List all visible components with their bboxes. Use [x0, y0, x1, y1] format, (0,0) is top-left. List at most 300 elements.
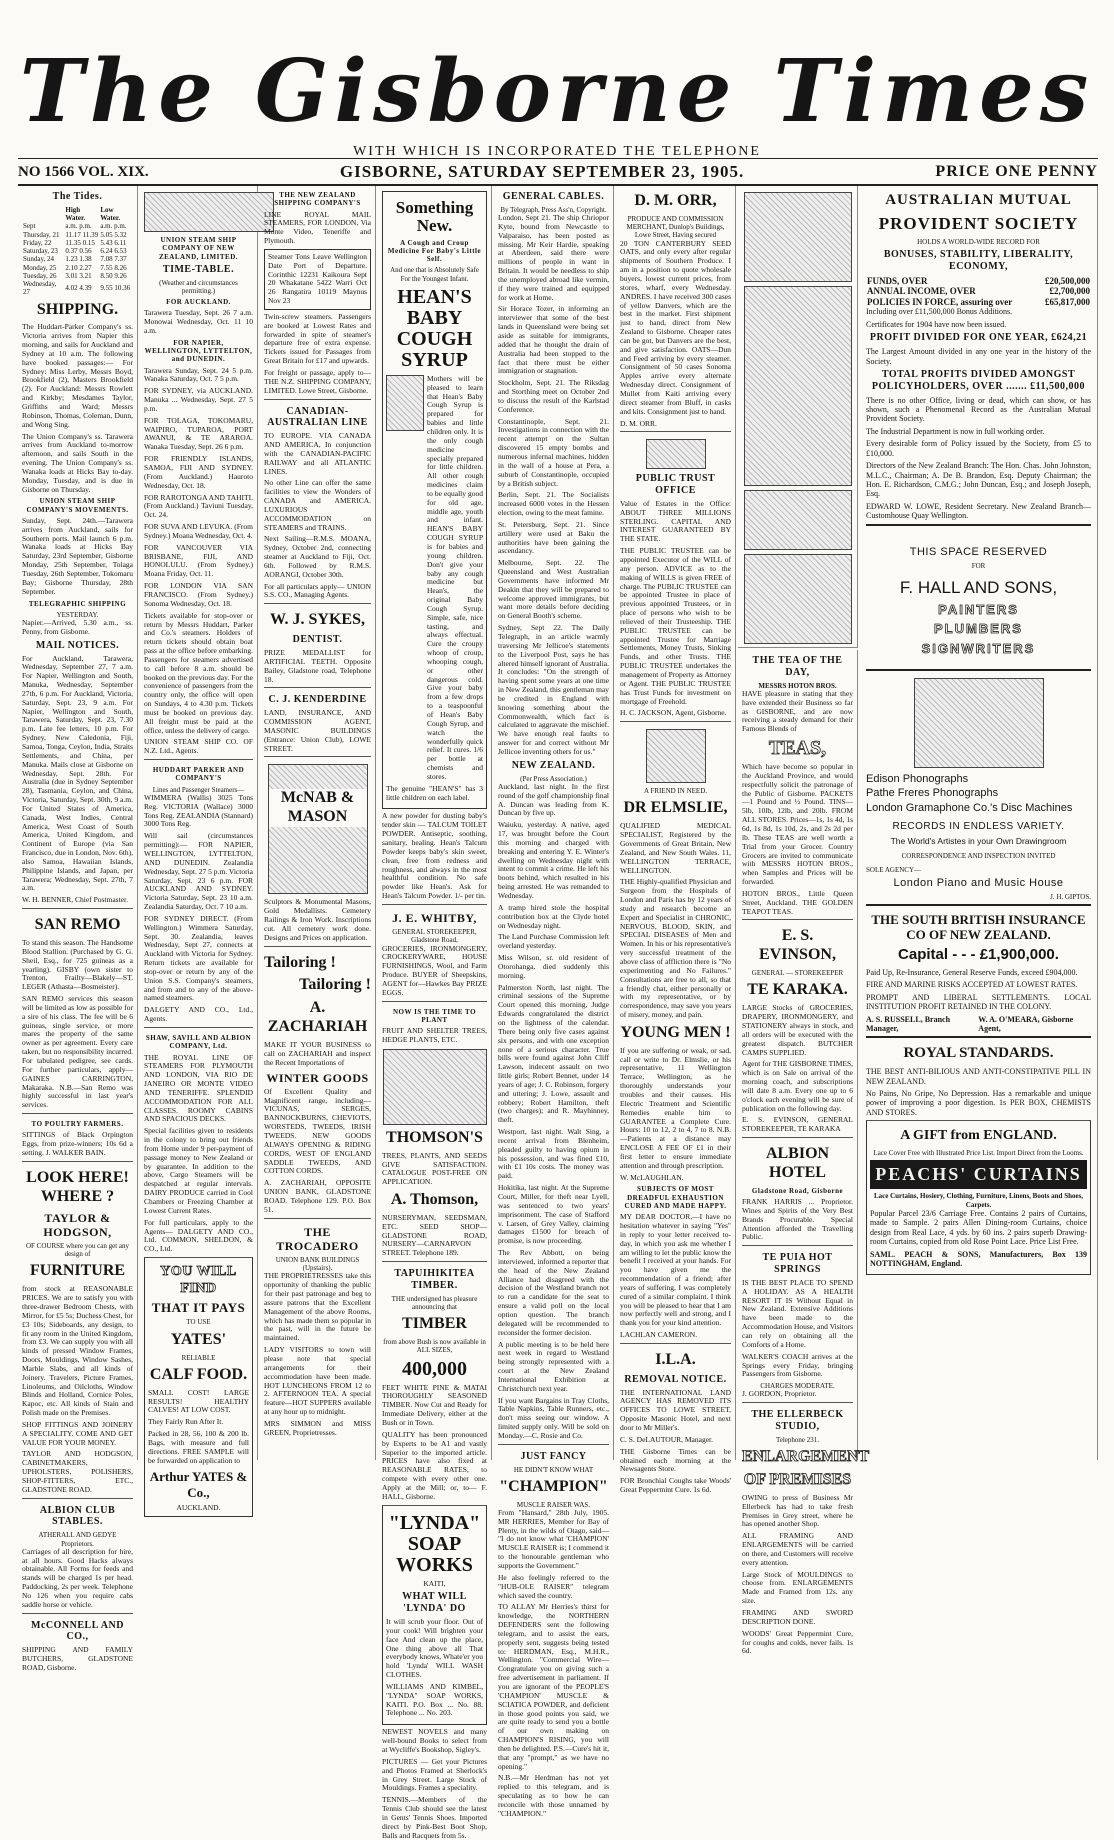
amp-heading-1: AUSTRALIAN MUTUAL — [885, 192, 1072, 208]
tides-cell: Friday, 22 — [23, 238, 52, 247]
poultry-text: SITTINGS of Black Orpington Eggs, from prize-winners; 10s 6d a setting. J. WALKER BAIN. — [22, 1130, 133, 1157]
talcum-text: A new powder for dusting baby's tender skin — TALCUM TOILET POWDER. Antiseptic, soothing, sanitary, healing. Hean's Talcum Powder keeps baby's skin sweet, clean, free from redness and roughness, and always in the most healthful condition. No safe powder like Hean's. Ask for Hean's Talcum Powder. 1/- per tin. — [382, 811, 487, 901]
albion-hotel-heading: ALBION HOTEL — [765, 1145, 830, 1181]
for-suva-text: FOR SUVA AND LEVUKA. (From Sydney.) Moana Wednesday, Oct. 4. — [144, 522, 253, 540]
ila-heading: I.L.A. — [655, 1350, 696, 1368]
telegraphic-shipping-heading: TELEGRAPHIC SHIPPING — [28, 599, 127, 608]
for-napier-heading: FOR NAPIER, WELLINGTON, LYTTELTON, and DUNEDIN. — [144, 338, 253, 364]
amp-text-5: The Industrial Department is now in full working order. — [866, 426, 1045, 436]
for-london-text: FOR LONDON VIA SAN FRANCISCO. (From Sydney.) Sonoma Wednesday, Oct. 18. — [144, 581, 253, 608]
thomsons-heading: THOMSON'S — [386, 1128, 483, 1146]
tailoring-heading-1: Tailoring ! — [264, 953, 336, 971]
south-british-sign-1: A. S. RUSSELL, Branch Manager, — [866, 1014, 951, 1033]
tides-cell: Sunday, 24 — [23, 255, 55, 264]
tides-cell: 2.10 2.27 — [65, 263, 92, 272]
san-remo-text: To stand this season. The Handsome Blood Stallion. (Purchased by G. G. Sheil, Esq., for 725 guineas as a yearling). GISBY (own sister to Trenton, Frailty—Blakely—ST. LEGER (Athasta—Bosmeister). — [22, 938, 133, 992]
elmslie-ad — [620, 721, 731, 1340]
heans-text: Mothers will be pleased to learn that Hean's Baby Cough Syrup is prepared for babies and little children only. It is the only cough medicine specially prepared for little children. All other cough medicines claim to be equally good for old age, middle age, youth and infant. HEAN'S BABY COUGH SYRUP is for babies and young children. Don't give your baby any cough medicine but Hean's, the original Baby Cough Syrup. Simple, safe, nice tasting, and always effectual. Cure the croupy whoop of croup, whooping cough, or other dangerous cold. Give your baby from a few drops to a teaspoonful of Hean's Baby Cough Syrup, and watch the wonderfully quick relief. It cures. 1/6 per bottle at chemists and stores. — [427, 373, 483, 781]
amp-text: Including over £11,500,000 Bonus Additions. — [866, 307, 1013, 317]
just-fancy-heading: JUST FANCY — [520, 1450, 587, 1462]
poultry-ad — [22, 1113, 133, 1158]
peach-text: Popular Parcel 23/6 Carriage Free. Contains 2 pairs of Curtains, made to Sample. 2 pairs Allen Dining-room Curtains, choice design from Real Lace, 4 yds. by 60 ins. 2 pairs superb Drawing-room Curtains, copied from old Rose Point Lace. Price List Free. — [870, 1208, 1087, 1247]
ila-text: THE INTERNATIONAL LAND AGENCY HAS REMOVED ITS OFFICES TO LOWE STREET, Opposite Masonic Hotel, and next door to Mr Miller's. — [620, 1387, 731, 1433]
canadian-text-2: No other Line can offer the same facilities to view the Wonders of CANADA and AMERICA. LUXURIOUS ACCOMMODATION on STEAMERS and TRAINS. — [264, 478, 371, 532]
plant-time-heading: NOW IS THE TIME TO PLANT — [392, 1007, 477, 1024]
calf-food-text: SMALL COST! LARGE RESULTS! HEALTHY CALVES! AT LOW COST. — [148, 1387, 249, 1415]
tides-cell: 6.24 6.53 — [100, 247, 127, 256]
column-7 — [738, 650, 870, 1656]
column-1 — [18, 186, 138, 1672]
tides-cell: 8.50 9.26 — [100, 271, 127, 280]
trocadero-text-2: LADY VISITORS to town will please note that special arrangements for their accommodation have been made. HOT LUNCHEONS FROM 12 to 2. AFTERNOON TEA. A special feature—HOT SUPPERS available at any hour up to midnight. — [264, 1345, 371, 1417]
canadian-heading: CANADIAN-AUSTRALIAN LINE — [267, 405, 368, 429]
nz-text-4: The Land Purchase Commission left overland yesterday. — [498, 932, 609, 951]
something-new-text: And one that is Absolutely Safe For the Youngest Infant. — [390, 266, 479, 283]
telegraphic-shipping-text: Napier.—Arrived, 5.30 a.m., ss. Penny, from Gisborne. — [22, 618, 133, 636]
for-tahiti-text: FOR RAROTONGA AND TAHITI. (From Auckland.) Taviuni Tuesday, Oct. 24. — [144, 492, 253, 520]
cables-text-4: Constantinople, Sept. 21. Investigations in connection with the recent attempt on the Sultan discovered 15 empty bombs and numerous infernal machines, hidden in the wall of a house at Pera, a suburb of Constantinople, occupied by a British subject. — [498, 416, 609, 488]
amp-sub: HOLDS A WORLD-WIDE RECORD FOR — [917, 237, 1040, 246]
peppermint-text: FOR Bronchial Coughs take Woods' Great Peppermint Cure. 1s 6d. — [620, 1476, 731, 1495]
mail-notices-heading: MAIL NOTICES. — [35, 639, 120, 651]
ila-ad — [620, 1343, 731, 1445]
portrait-illustration — [646, 729, 706, 783]
south-british-sign-2: W. A. O'MEARA, Gisborne Agent, — [978, 1014, 1074, 1033]
plumbers-heading: PLUMBERS — [934, 621, 1023, 637]
public-trust-heading: PUBLIC TRUST OFFICE — [635, 473, 716, 497]
ellerbeck-text-2: ALL FRAMING AND ENLARGEMENTS will be carried on there, and Customers will receive every attention. — [742, 1531, 853, 1567]
te-puia-text-2: WALKER'S COACH arrives at the Springs every Friday, bringing Passengers from Gisborne. — [742, 1351, 853, 1379]
te-karaka-heading: TE KARAKA. — [747, 981, 848, 999]
tides-cell: 9.55 10.36 — [100, 284, 131, 293]
taylor-hodgson-text: from stock at REASONABLE PRICES. We are to satisfy you with three-drawer Bedroom Chests, with Mirror, for £5 5s; Duchess Chest, for £3 10s; Sideboards, any design, to fit any room in the United Kingdom, from £3. We can supply you with all kinds of pressed Window Frames, Doors, Mouldings, Window Sashes, Marble Slabs, and all kinds of Joinery. Travelers, Picture Frames, Linoleums, and Oilcloths, Window Blinds and Holland, Cornice Poles, Kapoc, etc. All kinds of Stain and Polish made on the Premises. — [22, 1284, 133, 1418]
exhaustion-text: MY DEAR DOCTOR,—I have no hesitation whatever in saying "Yes" in reply to your letter received to-day, in which you ask me whether I am willing to let the public know the benefit I received at your hands. For you have given me the recommendation of a friend; after years of suffering, I was completely cured of a similar complaint. I think you will be pleased to hear that I am now perfectly well and strong, and I thank you for your kind attention. — [620, 1212, 731, 1328]
trocadero-heading: THE TROCADERO — [276, 1224, 359, 1253]
cables-text-3: Stockholm, Sept. 21. The Riksdag and Storthing meet on October 2nd to discuss the result of the Karlstad Conference. — [498, 378, 609, 414]
champion-heading: "CHAMPION" — [499, 1477, 608, 1495]
tides-cell: 11.17 11.39 — [65, 230, 99, 239]
tides-cell: 7.08 7.37 — [100, 255, 127, 264]
trocadero-text: THE PROPRIETRESSES take this opportunity of thanking the public for their past patronage and beg to assure patrons that the Excellent Management of the above Rooms, which has made them so popular in the past, will in the future be maintained. — [264, 1271, 371, 1343]
sykes-heading: W. J. SYKES, — [270, 611, 365, 629]
a-thomson-heading: A. Thomson, — [390, 1191, 479, 1209]
tides-cell: Sept — [23, 222, 36, 231]
zachariah-heading: A. ZACHARIAH — [267, 999, 368, 1036]
winter-goods-text: Of Excellent Quality and Magnificent range, including— VICUNAS, SERGES, BANNOCKBURNS, CHEVIOTS, WORSTEDS, TWEEDS, IRISH TWEEDS. NEW GOODS ALWAYS OPENING & RIDING CORDS, WEST OF ENGLAND SADDLE TWEEDS, AND COTTON CORDS. — [264, 1086, 371, 1176]
whitby-sub: GENERAL STOREKEEPER, Gladstone Road, — [392, 928, 477, 945]
timber-text-3: QUALITY has been pronounced by Experts to be A1 and vastly Superior to the imported article. PRICES have also fixed at REASONABLE RATES, to compete with every other one. Apply at the Mill; or, to— F. HALL, Gisborne. — [382, 1429, 487, 1501]
orr-ad — [620, 188, 731, 240]
tides-cell: Tuesday, 26 — [23, 271, 57, 280]
tides-cell: 0.37 0.56 — [65, 247, 92, 256]
orr-sign: D. M. ORR. — [620, 418, 657, 428]
tides-cell: Monday, 25 — [23, 263, 57, 272]
nz-text-3: A tramp hired stole the hospital contribution box at the Clyde hotel on Wednesday night. — [498, 902, 609, 930]
hall-sons-heading: F. HALL AND SONS, — [899, 578, 1058, 598]
masthead — [0, 40, 1114, 160]
canadian-sign: For all particulars apply— UNION S.S. CO., Managing Agents. — [264, 581, 371, 600]
elmslie-heading: DR ELMSLIE, — [623, 799, 728, 817]
yates-ad — [144, 1257, 253, 1517]
tides-cell: Wednesday, 27 — [23, 280, 57, 297]
nz-shipping-table: Steamer Tons Leave Wellington Date Port of Departure. Corinthic 12231 Kaikoura Sept 20 Whakatane 5422 Warri Oct 26 Rangatira 10119 Maynus Nov 23 — [264, 249, 371, 310]
taylor-hodgson-footer: TAYLOR AND HODGSON, CABINETMAKERS, UPHOLSTERS, POLISHERS, SHOP-FITTERS, ETC., GLADSTONE ROAD. — [22, 1449, 133, 1494]
peach-categories: Lace Curtains, Hosiery, Clothing, Furniture, Linens, Boots and Shoes, Carpets. — [873, 1192, 1084, 1209]
reliable-text: RELIABLE — [181, 1353, 216, 1362]
exhaustion-sign: LACHLAN CAMERON. — [620, 1330, 698, 1340]
evinson-text-2: Agent for THE GISBORNE TIMES, which is on Sale on arrival of the morning coach, and subscriptions will date 8 a.m. Every one up to 6 o'clock each evening will be sure of publication on the following day. — [742, 1059, 853, 1113]
belt-ad-column — [738, 186, 858, 648]
huddart-rows: WIMMERA (Wallis) 3025 Tons Reg. VICTORIA (Wallace) 3000 Tons Reg. ZEALANDIA (Stannard) 3000 Tons Reg. — [144, 792, 253, 829]
nz-shipping-text-2: Twin-screw steamers. Passengers are booked at Lowest Rates and forwarded in spite of steamer's departure free of extra expense. Tickets issued for Passages from Great Britain for £17 and upwards. — [264, 311, 371, 366]
tides-row — [22, 272, 133, 280]
albion-stables-heading: ALBION CLUB STABLES. — [39, 1504, 116, 1528]
huddart-ad — [144, 759, 253, 1024]
ellerbeck-text-5: WOODS' Great Peppermint Cure, for coughs and colds, never fails. 1s 6d. — [742, 1628, 853, 1656]
tides-cell: Thursday, 21 — [23, 230, 60, 239]
for-auckland-rows: Tarawera Tuesday, Sept. 26 7 a.m. Monowai Wednesday, Oct. 11 10 a.m. — [144, 308, 253, 335]
timber-text-2: FEET WHITE PINE & MATAI THOROUGHLY SEASONED TIMBER. Now Cut and Ready for Immediate Delivery, either at the Bush or in Town. — [382, 1382, 487, 1427]
taylor-hodgson-sub: OF COURSE where you can get any design of — [25, 1241, 130, 1259]
union-movements-text: Sunday, Sept. 24th.—Tarawera arrives from Auckland, sails for Southern ports. Mail launch 6 p.m. Wanaka loads at Hicks Bay Saturday, 23rd September, Gisborne Monday, 25th September, Tolaga Tuesday, 26th September, Tokomaru Bay; Gisborne Thursday, 28th September. — [22, 515, 133, 596]
nz-text-10: A public meeting is to be held here next week in regard to Westland being strongly represented with a court at the New Zealand International Exhibition at Christchurch next year. — [498, 1339, 609, 1393]
mcnab-mason-text: Sculptors & Monumental Masons, Gold Medallists. Cemetery Railings & Iron Work. Inscriptions cut. All cemetery work done. Designs and Prices on application. — [264, 897, 371, 942]
tides-cell: a.m. p.m. — [65, 222, 92, 231]
tides-header-cell — [22, 206, 64, 223]
orr-text: 20 TON CANTERBURY SEED OATS, and only every after regular shipments of Southern Produce. I am in a position to quote wholesale buyers, lowest current prices, from stores, wharf, every Wednesday. ANDRES. I have received 300 cases of yellow Danvers, which are the best in the market. First shipment just to hand, direct from New Zealand to Gisborne. Cheaper rates can be got, but Danvers are the best, and give satisfaction. OATS—Dun and Feed arriving by every steamer. Consignment of 50 cases Sonoma Apples arrive every alternate Wednesday direct. Consignment of Mullet from Kaiti arriving every direct steamer from Bluff, in casks and kits. Consignment just to hand. — [620, 238, 731, 416]
amp-figure-cell: ANNUAL INCOME, OVER — [867, 286, 976, 297]
amp-figure-row — [866, 297, 1091, 308]
san-remo-heading: SAN REMO — [34, 916, 121, 934]
timetable-heading: TIME-TABLE. — [162, 263, 235, 275]
cables-text-2: Sir Horace Tozer, in informing an interviewer that some of the best lands in Queensland were being set aside as suitable for immigrants, added that he thought the drain of Australia had been stopped to the fact that there must be either immigration or stagnation. — [498, 304, 609, 376]
evinson-text: LARGE Stocks of GROCERIES, DRAPERY, IRONMONGERY, and STATIONERY always in stock, and all orders will be executed with the greatest dispatch. BUTCHER CAMPS SUPPLIED. — [742, 1003, 853, 1057]
electric-belt-illustration — [744, 490, 852, 550]
union-text: Tickets available for stop-over or return by Messrs Huddart, Parker and Co.'s steamers. Holders of return tickets should obtain boat pass at the office before embarking. Passengers for steamers advertised to call before 8 a.m. should be booked on the previous day. For the convenience of passengers from the country only, the office will open on Sundays, 4 to 4.30 p.m. Tickets must be booked on previous day. All freight must be paid at the office, unless the delivery of cargo. — [144, 610, 253, 735]
to-use-text: TO USE — [186, 1318, 211, 1327]
taylor-hodgson-heading: TAYLOR & HODGSON, — [43, 1210, 112, 1239]
column-2 — [140, 186, 258, 1513]
dateline — [18, 160, 1098, 184]
monument-illustration — [268, 764, 368, 894]
lynda-sub: KAITI, — [423, 1578, 446, 1588]
south-british-ad — [866, 904, 1091, 1033]
poultry-heading: TO POULTRY FARMERS. — [31, 1120, 124, 1129]
ellerbeck-text: OWING to press of Business Mr Ellerbeck has had to take fresh Premises in Grey street, where he has opened another Shop. — [742, 1492, 853, 1529]
bargains-text: If you want Bargains in Tray Cloths, Table Napkins, Table Runners, etc., don't miss seeing our window. A limited supply only. Will be sold on Monday.—C. Rosie and Co. — [498, 1395, 609, 1440]
advice-illustration — [383, 1049, 487, 1125]
whitby-heading: J. E. WHITBY, — [392, 910, 477, 925]
amp-text-7: Directors of the New Zealand Branch: The Hon. Chas. John Johnston, M.L.C., Chairman; A. De B. Brandon, Esq. Deputy Chairman; the Hon. E. Richardson, C.M.G.; John Duncan, Esq.; and Joseph Joseph, Esq. — [866, 461, 1091, 499]
tides-cell: 3.01 3.21 — [65, 271, 92, 280]
signwriters-heading: SIGNWRITERS — [921, 640, 1036, 656]
nz-text-6: Palmerston North, last night. The criminal sessions of the Supreme Court opened this morning, Judge Edwards congratulated the district on the lightness of the calendar. There being only five cases against six persons, and with one exception none of a serious character. True bills were found against John Cliff Lawson, indecent assault on two little girls; Robert Bennet, under 14 years of age; J. C. Robinson, forgery and uttering; J. Lowe, assault and robbery; Robert Hamilton, theft (two charges); and R. Mayhinney, theft. — [498, 982, 609, 1125]
tides-cell: 5.43 6.11 — [100, 238, 127, 247]
gift-sub: Lace Cover Free with Illustrated Price List. Import Direct from the Looms. — [873, 1148, 1084, 1157]
nz-text-1: Auckland, last night. In the first round of the golf championship final A. Duncan was leading from K. Duncan by five up. — [498, 781, 609, 818]
sykes-ad — [264, 603, 371, 684]
tea-heading: THE TEA OF THE DAY, — [752, 655, 843, 678]
ellerbeck-sub: Telephone 231. — [775, 1435, 820, 1444]
enlargement-heading: ENLARGEMENT — [742, 1448, 870, 1466]
tailoring-heading-2: Tailoring ! — [299, 976, 371, 994]
albion-hotel-sub: Gladstone Road, Gisborne — [751, 1186, 844, 1195]
albion-hotel-text: FRANK HARRIS ... Proprietor. Wines and Spirits of the Very Best Brands Procurable. Special Attention afforded the Travelling Public. — [742, 1197, 853, 1242]
cables-text-8: Sydney, Sept 22. The Daily Telegraph, in an article warmly traversing Mr Jellicoe's statements to the Liverpool Post, says he has altered himself ignorant of Australia. It concludes: "On the strength of having spent some years at one time in New Zealand, this gentleman may be credited in England with knowing something about the Commonwealth, which fact is calculated to aggravate the mischief. We have enough real faults to answer for and correct without Mr Jellicoe inventing others for us." — [498, 623, 609, 756]
nz-shipping-text: LINE ROYAL MAIL STEAMERS, FOR LONDON, Via Monte Video, Teneriffe and Plymouth. — [264, 209, 371, 246]
heans-heading: HEAN'S BABY COUGH SYRUP — [396, 285, 473, 371]
tides-header-row — [22, 206, 133, 223]
nz-text-9: The Rev Abbott, on being interviewed, informed a reporter that the head of the New Zealand Alliance had disagreed with the decision of the Westland branch not to run a candidate for the seat to ensure a valid poll on the local option question. The branch delegated will be recommended to reconsider the former decision. — [498, 1248, 609, 1337]
tides-cell: Saturday, 23 — [23, 247, 58, 256]
amp-text-2: Certificates for 1904 have now been issued. — [866, 319, 1007, 329]
huddart-text: Will sail (circumstances permitting):— FOR NAPIER, WELLINGTON, LYTTELTON, AND DUNEDIN. Zealandia Wednesday, Sept. 27 5 p.m. Victoria Saturday, Sept. 23 6 p.m. FOR AUCKLAND AND SYDNEY. Victoria Saturday, Sept. 23 10 a.m. Zealandia Saturday, Oct. 7 10 a.m. — [144, 831, 253, 912]
tides-cell: 1.23 1.38 — [65, 255, 92, 264]
tea-sign: HOTON BROS., Little Queen Street, Auckland. THE GOLDEN TEAPOT TEAS. — [742, 888, 853, 916]
san-remo-text-2: SAN REMO services this season will be limited as low as possible for a sire of his class. The fee will be 6 guineas, single service, or more mares the property of the same owner as per agreement. Every care taken, but no responsibility incurred. For tabulated pedigree, see cards. For further particulars, apply— GAINES CARRINGTON, Makaraka. N.B.—San Remo was highly successful in last year's services. — [22, 994, 133, 1110]
amp-profit: PROFIT DIVIDED FOR ONE YEAR, £624,21 — [869, 332, 1088, 344]
pictures-text: PICTURES — Get your Pictures and Photos Framed at Sherlock's in Grey Street. Large Stock of Mouldings. Frames a speciality. — [382, 1756, 487, 1793]
kenderdine-ad — [264, 687, 371, 753]
tides-header-cell: Low Water. — [100, 205, 121, 223]
huddart-text-2: FOR SYDNEY DIRECT. (From Wellington.) Wimmera Saturday, Sept. 30. Zealandia, leaves Wednesday, Sept 27, connects at Auckland with Victoria for Sydney. Return tickets are available for stop-over or return by any of the Union S.S. Company's steamers, and from and to any of the above-named steamers. — [144, 913, 253, 1003]
mcnab-mason-ad — [264, 756, 371, 942]
peach-curtains-banner: PEACHS' CURTAINS — [870, 1160, 1087, 1189]
piano-sign: J. H. GIPTOS. — [1050, 893, 1091, 902]
space-reserved-heading: THIS SPACE RESERVED — [909, 545, 1048, 558]
gramaphone-line: London Gramaphone Co.'s Disc Machines — [866, 801, 1073, 814]
huddart-sign: DALGETY AND CO., Ltd., Agents. — [144, 1005, 253, 1024]
trocadero-sign: MRS SIMMON and MISS GREEN, Proprietresses. — [264, 1418, 371, 1437]
amp-figure-cell: POLICIES IN FORCE, assuring over — [867, 296, 1013, 307]
newspaper-title: The Gisborne Times — [19, 41, 1095, 142]
timetable-note: (Weather and circumstances permitting.) — [159, 278, 238, 295]
kenderdine-sub: LAND, INSURANCE, AND COMMISSION AGENT, MASONIC BUILDINGS (Entrance: Union Club), LOWE STREET. — [264, 708, 371, 753]
column-3 — [260, 186, 376, 1460]
ellerbeck-heading: THE ELLERBECK STUDIO, — [751, 1409, 844, 1433]
tea-text: HAVE pleasure in stating that they have extended their Business so far as GISBORNE, and are now receiving a steady demand for their Famous Blends of — [742, 688, 853, 734]
champion-text-4: N.B.—Mr Herdman has not yet replied to this telegram, and is speculating as to how he can reconcile with those unnamed by "CHAMPION." — [498, 1773, 609, 1818]
capital-line: Capital - - - £1,900,000. — [898, 946, 1059, 964]
orr-sub: PRODUCE AND COMMISSION MERCHANT, Dunlop's Buildings, Lowe Street, Having secured — [626, 214, 725, 240]
taylor-hodgson-text-2: SHOP FITTINGS AND JOINERY A SPECIALITY. COME AND GET VALUE FOR YOUR MONEY. — [22, 1419, 133, 1447]
orr-heading: D. M. ORR, — [634, 192, 717, 209]
amp-sub-2: BONUSES, STABILITY, LIBERALITY, ECONOMY, — [883, 248, 1074, 272]
elmslie-sign: W. McLAUGHLAN. — [620, 1172, 684, 1182]
phonograph-ad — [866, 669, 1091, 901]
arthur-yates-heading: Arthur YATES & Co., — [149, 1469, 248, 1500]
tides-cell: 5.05 5.32 — [100, 230, 127, 239]
times-notice: THE Gisborne Times can be obtained each morning at the Newsagents Store. — [620, 1446, 731, 1474]
winter-goods-heading: WINTER GOODS — [266, 1070, 369, 1085]
thomson-ad — [382, 1001, 487, 1259]
huddart-heading: HUDDART PARKER AND COMPANY'S — [152, 766, 245, 783]
ila-sub: REMOVAL NOTICE. — [624, 1373, 727, 1385]
for-tolaga-text: FOR TOLAGA, TOKOMARU, WAIPIRO, TUPAROA, PORT AWANUI, & TE ARAROA. Wanaka Tuesday, Sept. 26 6 p.m. — [144, 415, 253, 452]
premises-heading: OF PREMISES — [743, 1471, 852, 1488]
trocadero-sub: UNION BANK BUILDINGS (Upstairs). — [275, 1255, 360, 1273]
te-puia-text: IS THE BEST PLACE TO SPEND A HOLIDAY. AS A HEALTH RESORT IT IS Without Equal in New Zealand. Extensive Additions have been made to the Accommodation House, and Visitors can rely on obtaining all the Comforts of a Home. — [742, 1277, 853, 1349]
public-trust-sign: H. C. JACKSON, Agent, Gisborne. — [620, 708, 727, 718]
south-british-heading: THE SOUTH BRITISH INSURANCE CO OF NEW ZEALAND. — [871, 912, 1086, 942]
mcconnell-heading: McCONNELL AND CO., — [31, 1619, 124, 1643]
evinson-ad — [742, 919, 853, 1134]
amp-text-4: There is no other Office, living or dead, which can show, or has shown, such a Phenomenal Record as the Australian Mutual Provident Society. — [866, 395, 1091, 424]
correspondence-text: CORRESPONDENCE AND INSPECTION INVITED — [901, 851, 1056, 860]
pathe-line: Pathe Freres Phonographs — [866, 787, 999, 800]
shaw-savill-text-2: Special facilities given to residents in the colony to bring out friends from Home under 9 per-payment of passage money to New Zealand or by guarantee. In addition to the above, Cargo Steamers will be despatched at regular intervals. DAIRY PRODUCE carried in Cool Chambers or Freezing Chamber at Lowest Current Rates. — [144, 1126, 253, 1215]
heans-ad — [382, 191, 487, 809]
tea-sub: MESSRS HOTON BROS. — [758, 681, 837, 690]
timber-text: from above Bush is now available in ALL SIZES, — [383, 1338, 486, 1355]
elmslie-sub: QUALIFIED MEDICAL SPECIALIST, Registered by the Governments of Great Britain, New Zealand, and New South Wales. 11, WELLINGTON TERRACE, WELLINGTON. — [620, 821, 731, 875]
arthur-yates-sub: AUCKLAND. — [176, 1503, 221, 1513]
telegraphic-shipping-sub: YESTERDAY. — [56, 610, 99, 619]
lynda-sign: WILLIAMS AND KIMBEL, "LYNDA" SOAP WORKS, KAITI. P.O. Box ... No. 88. Telephone ... No. 203. — [386, 1681, 483, 1718]
records-sub: The World's Artistes in your Own Drawingroom — [890, 835, 1067, 846]
lynda-heading: "LYNDA" SOAP WORKS — [388, 1511, 481, 1576]
nz-text-8: Hokitika, last night. At the Supreme Court, Miller, for theft near Lyell, was sentenced to two years' imprisonment. The case of Stafford v. Larsen, of Grey Valley, claiming damages £1500 for breach of promise, is now proceeding. — [498, 1183, 609, 1246]
issue-price: PRICE ONE PENNY — [935, 163, 1098, 180]
evinson-sub: GENERAL — STOREKEEPER — [751, 969, 844, 978]
tides-row — [22, 264, 133, 272]
new-zealand-sub: (Per Press Association.) — [520, 774, 587, 783]
fruit-trees-text: FRUIT AND SHELTER TREES, HEDGE PLANTS, ETC. — [382, 1026, 487, 1044]
elmslie-text-2: If you are suffering or weak, or sad, call or write to Dr. Elmslie, or his representative, 11 Wellington Terrace, Wellington, as he thoroughly understands your troubles and their causes. His Electric Treatment and Scientific Remedies enable him to GUARANTEE a Complete Cure. Hours: 10 to 12, 2 to 4, 7 to 8. N.B.—Patients at a distance may ENCLOSE A FEE OF £1 in their first letter to ensure immediate attention and through prescription. — [620, 1045, 731, 1170]
royal-standards-heading: ROYAL STANDARDS. — [903, 1045, 1054, 1062]
tides-table — [22, 206, 133, 297]
amp-figures-table — [866, 276, 1091, 308]
piano-heading: London Piano and Music House — [893, 877, 1064, 890]
evinson-heading: E. S. EVINSON, — [759, 927, 836, 964]
cables-text-6: St. Petersburg, Sept. 21. Since artillery were used at Baku the authorities have been gaining the ascendancy. — [498, 519, 609, 556]
amp-figure-row — [866, 286, 1091, 297]
for-auckland-heading: FOR AUCKLAND. — [166, 298, 231, 307]
newspaper-subtitle: WITH WHICH IS INCORPORATED THE TELEPHONE — [353, 144, 761, 159]
san-remo-ad — [22, 908, 133, 1110]
cables-text-5: Berlin, Sept. 21. The Socialists increased 6000 votes in the Hessen election, owing to the meat famine. — [498, 490, 609, 518]
zachariah-ad — [264, 946, 371, 1215]
lynda-question: WHAT WILL 'LYNDA' DO — [402, 1591, 467, 1615]
issue-date: GISBORNE, SATURDAY SEPTEMBER 23, 1905. — [339, 162, 745, 181]
capital-label: Capital — [898, 946, 949, 964]
amp-figure-cell: £20,500,000 — [1045, 275, 1090, 286]
tea-text-2: Which have become so popular in the Auckland Province, and would respectfully solicit the patronage of the Public of Gisborne. PACKETS—1 Pound and ½ Pound. TINS—5lb, 10lb, 12lb, and 20lb. FROM ALL STORES. Prices—1s, 1s 4d, 1s 6d, 1s 8d, 1s 10d, 2s, and 2s 2d per lb. These TEAS are well worth a Trial from your Grocer. Country Grocers are invited to communicate with MESSRS HOTON BROS., when Samples and Prices will be forwarded. — [742, 762, 853, 887]
nz-shipping-heading: THE NEW ZEALAND SHIPPING COMPANY'S — [274, 191, 361, 208]
orr-header — [620, 188, 731, 240]
timber-heading: TIMBER — [402, 1315, 467, 1333]
shipping-text-2: The Union Company's ss. Tarawera arrives from Auckland to-morrow afternoon, and sails South in the evening. The Union Company's ss. Wanaka loads at Hicks Bay to-day. Monday, Tuesday, and is due in Gisborne on Thursday. — [22, 431, 133, 494]
union-co-heading: UNION STEAM SHIP COMPANY OF NEW ZEALAND, LIMITED. — [158, 236, 239, 261]
column-8 — [860, 186, 1098, 1460]
capital-value: £1,900,000. — [979, 946, 1059, 964]
something-new-sub: A Cough and Croup Medicine For Baby's Little Self. — [387, 238, 482, 264]
tides-heading: The Tides. — [52, 191, 103, 202]
amp-heading-2: PROVIDENT SOCIETY — [878, 213, 1079, 233]
furniture-heading: FURNITURE — [29, 1262, 126, 1280]
albion-stables-sub: ATHERALL AND GEDYE Proprietors. — [38, 1531, 117, 1548]
painters-heading: PAINTERS — [938, 602, 1019, 618]
general-cables-sub: By Telegraph, Press Ass'n, Copyright. — [500, 205, 607, 214]
thomsons-text: TREES, PLANTS, AND SEEDS GIVE SATISFACTION. CATALOGUE POST-FREE ON APPLICATION. — [382, 1150, 487, 1187]
calf-food-text-3: Packed in 28, 56, 100 & 200 lb. Bags, with measure and full directions. FREE SAMPLE will be forwarded on application to — [148, 1429, 249, 1465]
for-vancouver-text: FOR VANCOUVER VIA BRISBANE, FIJI, AND HONOLULU. (From Sydney.) Moana Friday, Oct. 11. — [144, 542, 253, 579]
sykes-text: PRIZE MEDALLIST for ARTIFICIAL TEETH. Opposite Bailey, Gladstone road, Telephone 18. — [264, 647, 371, 684]
edison-line: Edison Phonographs — [866, 773, 969, 786]
top-rule — [18, 158, 1098, 159]
something-new-heading: Something New. — [395, 198, 474, 235]
mcconnell-text: SHIPPING AND FAMILY BUTCHERS, GLADSTONE ROAD, Gisborne. — [22, 1645, 133, 1672]
exhaustion-heading: SUBJECTS OF MOST DREADFUL EXHAUSTION CURED AND MADE HAPPY. — [624, 1185, 727, 1210]
tennis-text: TENNIS.—Members of the Tennis Club should see the latest in Gents' Tennis Shoes. Imported direct by Pink-Best Boot Shop, Balls and Racquets from 5s. — [382, 1795, 487, 1840]
calf-food-heading: CALF FOOD. — [149, 1365, 248, 1383]
ellerbeck-text-4: FRAMING AND SWORD DESCRIPTION DONE. — [742, 1608, 853, 1626]
mcnab-mason-heading: McNAB & MASON — [269, 789, 367, 827]
albion-stables-text: Carriages of all description for hire, at all hours. Good Hacks always obtainable. All Forms for feeds and stands will be charged 1s per head. Paddocking, 2s per week. Telephone No 126 when you require cabs saddle horse or vehicle. — [22, 1546, 133, 1609]
tides-cell: 11.35 0.15 — [65, 238, 95, 247]
tides-cell: a.m. p.m. — [100, 222, 127, 231]
belt-text-illustration — [744, 286, 852, 486]
amp-text-3: The Largest Amount divided in any one year in the history of the Society. — [866, 347, 1091, 366]
child-illustration — [386, 375, 424, 431]
shipping-text: The Huddart-Parker Company's ss. Victoria arrives from Napier this morning, and sails for Auckland and Sydney at 10 a.m. The following have booked passages:— For Sydney: Miss Lerby, Messrs Boyd, Brookfield (2), Masters Brookfield (2). For Auckland: Messrs Rowlett and Kirkby; Mesdames Taylor, Griffiths and Ward; Messrs Robinson, Thomas, Coleman, Dunn, and Wong Sing. — [22, 322, 133, 429]
peach-sign: SAML. PEACH & SONS, Manufacturers, Box 139 NOTTINGHAM, England. — [870, 1249, 1087, 1268]
huddart-sub: Lines and Passenger Steamers— — [152, 785, 245, 794]
nz-text-2: Waiuku, yesterday. A native, aged 17, was brought before the Court this morning and charged with breaking and entering Y. E. Winter's dwelling on Wednesday night with intent to commit a crime. He left his boots behind, which resulted in his being arrested. He was remanded to Wednesday. — [498, 820, 609, 900]
canadian-ad — [264, 399, 371, 601]
shaw-savill-sign: For full particulars, apply to the Agents— DALGETY AND CO., Ltd. COMMON, SHELDON, & CO., Ltd. — [144, 1217, 253, 1254]
general-cables-heading: GENERAL CABLES. — [502, 191, 605, 202]
heans-body — [386, 375, 483, 785]
yates-heading: YATES' — [170, 1330, 227, 1348]
sykes-sub: DENTIST. — [292, 634, 343, 646]
cables-text-7: Melbourne, Sept. 22. The Queensland and West Australian Governments have informed Mr Deakin that they will be prepared to welcome approved immigrants, but want more details before deciding on General Booth's scheme. — [498, 558, 609, 621]
ellerbeck-ad — [742, 1402, 870, 1656]
peach-curtains-ad — [866, 1120, 1091, 1275]
mail-notices-text: For Auckland, Tarawera, Wednesday, September 27, 7 a.m. For Napier, Wellington and South, Manuka, Wednesday, September 27th, 6 p.m. For Auckland, Victoria, Saturday, Sept. 23, 9 a.m. For Napier, Wellington and South, Tarawera, Saturday, Sept. 23, 7.30 p.m. Late fee letters, 10 p.m. For Sydney, New Caledonia, Fiji, Samoa, Tonga, Ceylon, India, Straits Settlements, and China, per Manuka. Mails close at Gisborne on Wednesday, Sept. 28th. For Australia (due in Sydney September 28), Tasmania, Ceylon, and China, Victoria, Saturday, Sept. 30th, 9 a.m. For United States of America, Canada, West Indies, Central America, West Coast of South America, United Kingdom, and Continent of Europe (via San Francisco, due in London, Nov. 6th), also Samoa, Hawaiian Islands, Philippine Islands, and Japan, per Tarawera; Wednesday, Sept. 27th, 7 a.m. — [22, 653, 133, 893]
tides-cell: 7.55 8.26 — [100, 263, 127, 272]
lynda-text: It will scrub your floor. Out of your cook! Will brighten your face And clean up the place, One thing above all That everybody knows, Whate'er you hold 'Lynda' WILL WASH CLOTHES. — [386, 1617, 483, 1680]
tides-cell: 4.02 4.39 — [65, 284, 92, 293]
free-book-illustration — [744, 554, 852, 644]
for-fiji-text: FOR FRIENDLY ISLANDS, SAMOA, FIJI AND SYDNEY. (From Auckland.) Hauroto Wednesday, Oct. 18. — [144, 454, 253, 490]
evinson-sign: E. S. EVINSON, GENERAL STOREKEEPER, TE KARAKA — [742, 1115, 853, 1134]
elmslie-text: THE Highly-qualified Physician and Surgeon from the Hospitals of London and Paris has by 12 years of study and research become an Expert and Specialist in CHRONIC, NERVOUS, BLOOD, SKIN, and SPECIAL DISEASES of Men and Women. In his or his representative's very successful treatment of the above class of affliction there is "No experimenting and No Failures." Consultations are free to all, so that a friendly chat, either personally or with my representative, or by correspondence, may save you years of misery, money, and pain. — [620, 877, 731, 1020]
south-british-text-2: FIRE AND MARINE RISKS ACCEPTED AT LOWEST RATES. — [866, 980, 1078, 990]
public-trust-ad — [620, 431, 731, 718]
look-here-heading: LOOK HERE! WHERE ? — [26, 1168, 129, 1205]
gift-heading: A GIFT from ENGLAND. — [900, 1128, 1057, 1144]
south-british-text-3: PROMPT AND LIBERAL SETTLEMENTS. LOCAL INSTITUTION PROFIT RETAINED IN THE COLONY. — [866, 992, 1091, 1012]
ellerbeck-text-3: Large Stock of MOULDINGS to choose from. ENLARGEMENTS Made and Framed from 12s. any size. — [742, 1569, 853, 1606]
shaw-savill-text: THE ROYAL LINE OF STEAMERS FOR PLYMOUTH AND LONDON, VIA RIO DE JANEIRO OR MONTE VIDEO AND TENERIFFE. SPLENDID ACCOMMODATION FOR ALL CLASSES. ROOMY CABINS AND SPACIOUS DECKS. — [144, 1052, 253, 1124]
union-movements-heading: UNION STEAM SHIP COMPANY'S MOVEMENTS. — [26, 497, 129, 514]
royal-standards-ad — [866, 1036, 1091, 1117]
te-puia-text-3: CHARGES MODERATE. — [760, 1382, 835, 1391]
kenderdine-heading: C. J. KENDERDINE — [268, 694, 367, 706]
tides-header-cell: High Water. — [65, 205, 86, 223]
champion-text: From "Hansard," 28th July, 1905. MR HERRIES, Member for Bay of Plenty, in the wilds of Otago, said— "I do not know what 'CHAMPION' MUSCLE RAISER is; I commend it to the honourable gentleman who supports the Government." — [498, 1507, 609, 1571]
shipping-heading: SHIPPING. — [36, 300, 119, 318]
tides-row — [22, 280, 133, 297]
whitby-ad — [382, 904, 487, 998]
space-reserved-for: FOR — [971, 561, 986, 570]
champion-text-3: TO ALLAY Mr Herries's thirst for knowledge, the NORTHERN DEFENDERS sent the following telegram, and to assist the ears, properly sent, suggests being tested to: HERDMAN, Esq., M.H.R., Wellington. "Commercial Wire—Congratulate you on giving such a free advertisement in parliament. If you are ignorant of the PEOPLE'S 'CHAMPION' MUSCLE & SCIATICA POWDER, and deficient in those good points you said, we are quite ready to send you a bottle of our own making on CHAMPION'S RISING, you will then be delighted. P.S.—Cure's hit it, that any "prompt," as we have no opening." — [498, 1602, 609, 1771]
phonograph-list — [866, 772, 1091, 815]
champion-ad — [498, 1444, 609, 1819]
nz-text-7: Westport, last night. Walt Sing, a recent arrival from Blenheim, pleaded guilty to having opium in his possession, and was fined £10, with £1 10s costs. The money was paid. — [498, 1127, 609, 1181]
you-will-find-heading: YOU WILL FIND — [160, 1264, 237, 1296]
